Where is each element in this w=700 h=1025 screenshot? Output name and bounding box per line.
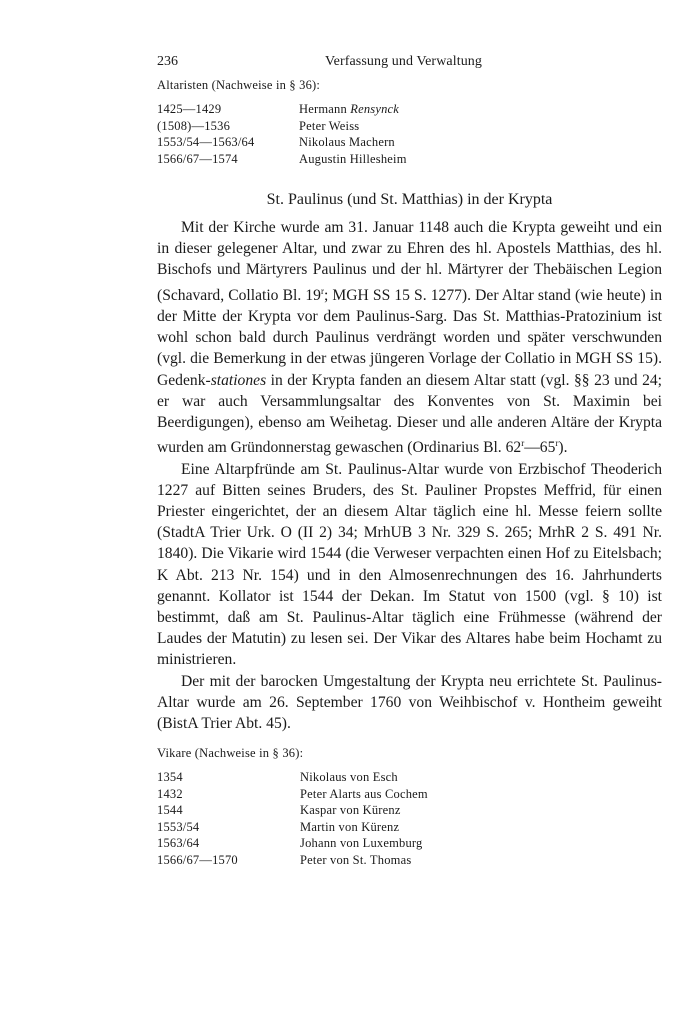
entry-date: 1553/54: [157, 819, 200, 834]
superscript: r: [555, 438, 559, 449]
entry-name-plain: Hermann: [299, 102, 351, 116]
altaristen-list: [157, 101, 662, 167]
entry-name-italic: Rensynck: [350, 102, 400, 116]
text-run: in der Krypta fanden an diesem Altar statt (vgl. §§ 23 und 24; er war auch Versammlungsaltar des Konventes von St. Maximin bei Beerdigungen), ebenso am Weihetag. Dieser und alle anderen Altäre der Krypta wurden am Gründonnerstag gewaschen (Ordinarius Bl. 62: [157, 371, 662, 457]
running-head: [157, 54, 662, 76]
altaristen-heading: Altaristen (Nachweise in § 36):: [157, 78, 321, 92]
entry-name: Nikolaus Machern: [299, 135, 395, 149]
book-page: [157, 54, 662, 868]
list-item: [157, 786, 662, 803]
entry-date: 1563/64: [157, 836, 200, 851]
superscript: r: [320, 285, 324, 296]
entry-name: Peter Alarts aus Cochem: [300, 786, 428, 801]
entry-date: 1425—1429: [157, 102, 222, 116]
page-number: 236: [157, 54, 178, 69]
entry-name: Martin von Kürenz: [300, 819, 400, 834]
italic-run: stationes: [210, 371, 267, 389]
entry-date: 1354: [157, 770, 183, 785]
entry-name: [299, 101, 399, 118]
list-item: [157, 819, 662, 836]
entry-date: 1553/54—1563/64: [157, 135, 255, 149]
paragraph-1: [157, 217, 662, 459]
list-item: [157, 835, 662, 852]
entry-date: 1544: [157, 803, 183, 818]
vikare-list: [157, 769, 662, 868]
section-title: St. Paulinus (und St. Matthias) in der Krypta: [266, 191, 553, 208]
entry-date: 1432: [157, 786, 183, 801]
paragraph-3: Der mit der barocken Umgestaltung der Krypta neu errichtete St. Paulinus-Altar wurde am 26. September 1760 von Weihbischof v. Hontheim geweiht (BistA Trier Abt. 45).: [157, 672, 662, 733]
list-item: [157, 151, 662, 168]
superscript: r: [521, 438, 525, 449]
list-item: [157, 769, 662, 786]
list-item: [157, 802, 662, 819]
entry-date: (1508)—1536: [157, 118, 231, 133]
entry-name: Peter von St. Thomas: [300, 852, 412, 867]
entry-name: Augustin Hillesheim: [299, 151, 407, 166]
vikare-heading: Vikare (Nachweise in § 36):: [157, 746, 304, 761]
entry-date: 1566/67—1574: [157, 151, 238, 166]
text-run: Mit der Kirche wurde am 31. Januar 1148 auch die Krypta geweiht und ein in dieser gelegener Altar, und zwar zu Ehren des hl. Apostels Matthias, des hl. Bischofs und Märtyrers Paulinus und der hl. Märtyrer der Thebäischen Legion (Schavard, Collatio Bl. 19: [157, 219, 662, 304]
running-title: Verfassung und Verwaltung: [325, 54, 482, 69]
list-item: [157, 118, 662, 135]
entry-name: Johann von Luxemburg: [300, 836, 423, 851]
list-item: [157, 134, 662, 151]
paragraph-2: Eine Altarpfründe am St. Paulinus-Altar wurde von Erzbischof Theoderich 1227 auf Bitten seines Bruders, des St. Pauliner Propstes Meffrid, für einen Priester eingerichtet, der an diesem Altar täglich eine hl. Messe feiern sollte (StadtA Trier Urk. O (II 2) 34; MrhUB 3 Nr. 329 S. 265; MrhR 2 S. 491 Nr. 1840). Die Vikarie wird 1544 (die Verweser verpachten einen Hof zu Eitelsbach; K Abt. 213 Nr. 154) und in den Almosenrechnungen des 16. Jahrhunderts genannt. Kollator ist 1544 der Dekan. Im Statut von 1500 (vgl. § 10) ist bestimmt, daß am St. Paulinus-Altar täglich eine Frühmesse (während der Laudes der Matutin) zu lesen sei. Der Vikar des Altares habe beim Hochamt zu ministrieren.: [157, 460, 662, 669]
entry-name: Nikolaus von Esch: [300, 770, 398, 785]
entry-name: Kaspar von Kürenz: [300, 803, 401, 818]
entry-name: Peter Weiss: [299, 118, 360, 133]
text-run: —65: [524, 439, 556, 457]
text-run: ; MGH SS 15 S. 1277). Der Altar stand (wie heute) in der Mitte der Krypta vor dem Paulinus-Sarg. Das St. Matthias-Pratozinium ist wohl schon bald durch Paulinus verdrängt worden und später verschwunden (vgl. die Bemerkung in der etwas jüngeren Vorlage der Collatio in MGH SS 15). Gedenk-: [157, 286, 662, 389]
list-item: [157, 852, 662, 869]
text-run: ).: [558, 439, 568, 457]
entry-date: 1566/67—1570: [157, 852, 238, 867]
list-item: [157, 101, 662, 118]
